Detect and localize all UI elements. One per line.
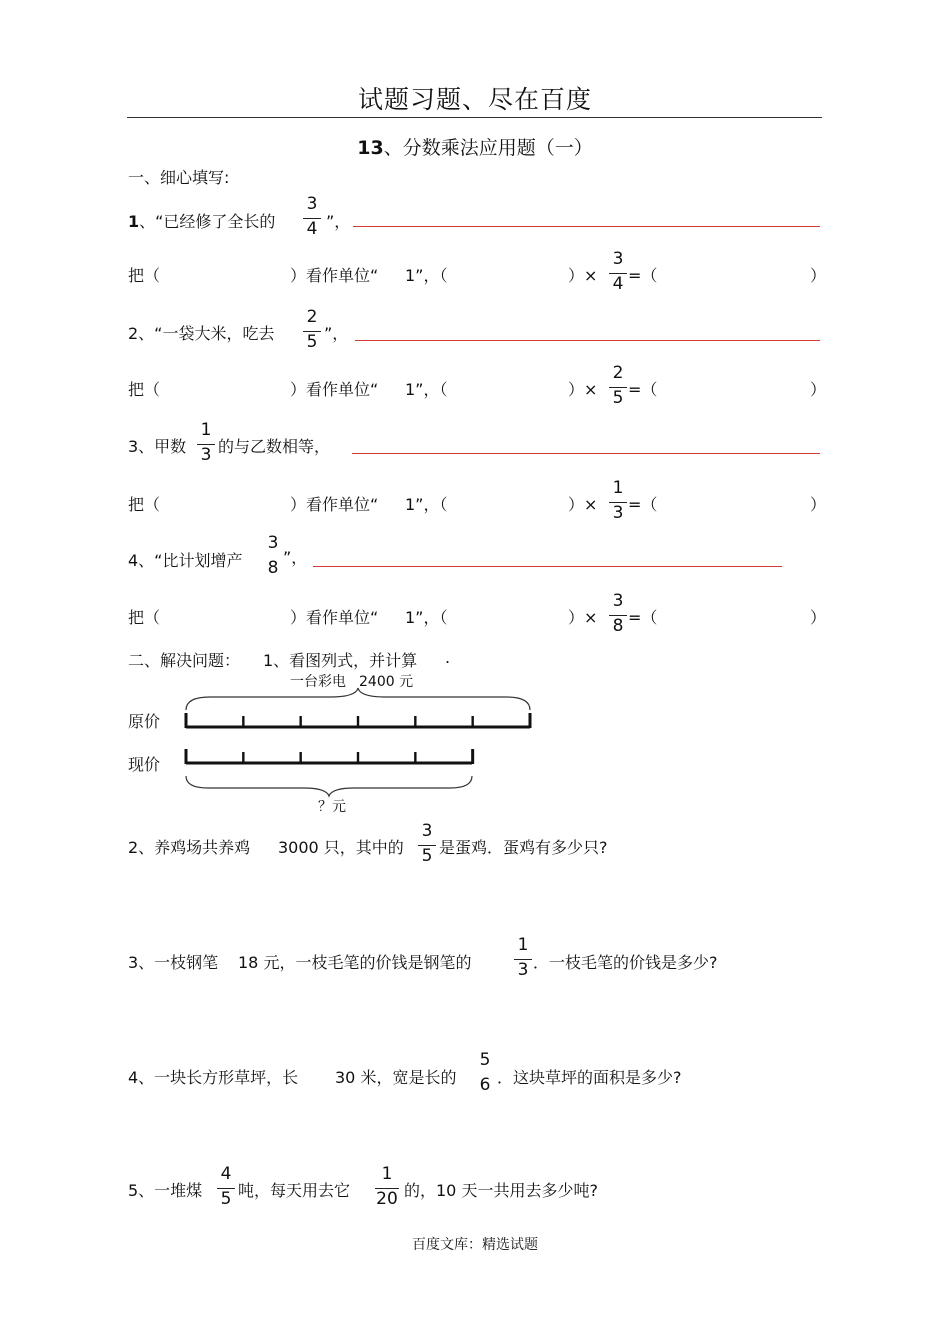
row4-kanzuo: ）看作单位“ (290, 608, 379, 627)
q3-fraction (511, 937, 535, 979)
row1-eq: =（ (628, 266, 658, 285)
item2-numerator: 2 (306, 307, 318, 327)
top-brace (186, 688, 530, 710)
item1-denominator: 4 (306, 219, 318, 239)
row4-numerator: 3 (612, 591, 624, 611)
row2-denominator: 5 (612, 388, 624, 408)
row2-kanzuo: ）看作单位“ (290, 380, 379, 399)
item1-after: ”， (326, 212, 351, 231)
diagram-row2-label: 现价 (128, 755, 161, 774)
q4-before: 4、一块长方形草坪，长 (128, 1068, 299, 1087)
item3-numerator: 1 (200, 420, 212, 440)
item4-after: ”， (283, 548, 308, 567)
item2-denominator: 5 (306, 332, 318, 352)
q4-num: 30 米，宽是长的 (335, 1068, 457, 1087)
q4-after: ．这块草坪的面积是多少? (497, 1068, 682, 1087)
row2-eq: =（ (628, 380, 658, 399)
title-number: 13 (357, 137, 384, 159)
item1-numerator: 3 (306, 194, 318, 214)
diagram-top-label: 一台彩电 (290, 674, 346, 690)
row2-times: ）× (568, 380, 598, 399)
q3-num: 18 元，一枝毛笔的价钱是钢笔的 (238, 953, 472, 972)
q2-before: 2、养鸡场共养鸡 (128, 838, 251, 857)
q5-numerator1: 4 (220, 1164, 232, 1184)
item4-before: 4、“比计划增产 (128, 551, 243, 570)
diagram-bottom-label: ？元 (318, 799, 346, 815)
section2-heading: 二、解决问题： (128, 651, 241, 670)
row4-ba: 把（ (128, 608, 161, 627)
q2-after: 是蛋鸡．蛋鸡有多少只? (439, 838, 608, 857)
q3-denominator: 3 (517, 960, 529, 980)
row2-one: 1”，（ (405, 380, 448, 399)
item3-before: 3、甲数 (128, 437, 187, 456)
item1-before: 、“已经修了全长的 (139, 212, 276, 231)
q5-before: 5、一堆煤 (128, 1181, 203, 1200)
row3-ba: 把（ (128, 495, 161, 514)
q5-numerator2: 1 (381, 1164, 393, 1184)
q2-fraction (415, 823, 439, 865)
q4-denominator: 6 (479, 1075, 491, 1095)
q5-fraction2 (372, 1166, 402, 1208)
row1-numerator: 3 (612, 249, 624, 269)
q5-denominator1: 5 (220, 1189, 232, 1209)
q3-after: ．一枝毛笔的价钱是多少? (533, 953, 718, 972)
item4-denominator: 8 (267, 558, 279, 578)
row3-one: 1”，（ (405, 495, 448, 514)
q5-after: 的，10 天一共用去多少吨? (404, 1181, 598, 1200)
row1-kanzuo: ）看作单位“ (290, 266, 379, 285)
item3-after: 的与乙数相等， (218, 437, 331, 456)
section1-heading: 一、细心填写: (128, 168, 230, 187)
row1-times: ）× (568, 266, 598, 285)
diagram-row1-label: 原价 (128, 712, 161, 731)
row2-numerator: 2 (612, 363, 624, 383)
row2-ba: 把（ (128, 380, 161, 399)
q3-numerator: 1 (517, 935, 529, 955)
row3-kanzuo: ）看作单位“ (290, 495, 379, 514)
item1-number: 1 (128, 212, 140, 231)
q2-denominator: 5 (421, 846, 433, 866)
q5-denominator2: 20 (376, 1189, 398, 1209)
row1-denominator: 4 (612, 274, 624, 294)
row3-close: ） (810, 495, 827, 514)
page-header-title: 试题习题、尽在百度 (357, 85, 592, 114)
row4-close: ） (810, 608, 827, 627)
title-text: 、分数乘法应用题（一） (383, 137, 593, 159)
row3-times: ）× (568, 495, 598, 514)
q2-num: 3000 只，其中的 (278, 838, 404, 857)
row4-denominator: 8 (612, 616, 624, 636)
diagram-price: 2400 元 (359, 674, 414, 690)
section2-q1-dot: . (445, 648, 451, 667)
q5-mid: 吨，每天用去它 (238, 1181, 351, 1200)
q4-numerator: 5 (479, 1050, 491, 1070)
item2-after: ”， (324, 324, 349, 343)
q4-fraction (473, 1052, 497, 1094)
q5-fraction1 (214, 1166, 238, 1208)
row1-close: ） (810, 266, 827, 285)
row4-times: ）× (568, 608, 598, 627)
row3-eq: =（ (628, 495, 658, 514)
bottom-brace (186, 776, 472, 796)
page-footer: 百度文库：精选试题 (412, 1237, 538, 1253)
row2-close: ） (810, 380, 827, 399)
q3-before: 3、一枝钢笔 (128, 953, 219, 972)
item2-before: 2、“一袋大米，吃去 (128, 324, 275, 343)
item4-numerator: 3 (267, 533, 279, 553)
row3-numerator: 1 (612, 478, 624, 498)
row4-eq: =（ (628, 608, 658, 627)
row1-one: 1”，（ (405, 266, 448, 285)
item3-denominator: 3 (200, 445, 212, 465)
row1-ba: 把（ (128, 266, 161, 285)
row3-denominator: 3 (612, 503, 624, 523)
section2-q1: 1、看图列式，并计算 (263, 651, 418, 670)
row4-one: 1”，（ (405, 608, 448, 627)
q2-numerator: 3 (421, 821, 433, 841)
